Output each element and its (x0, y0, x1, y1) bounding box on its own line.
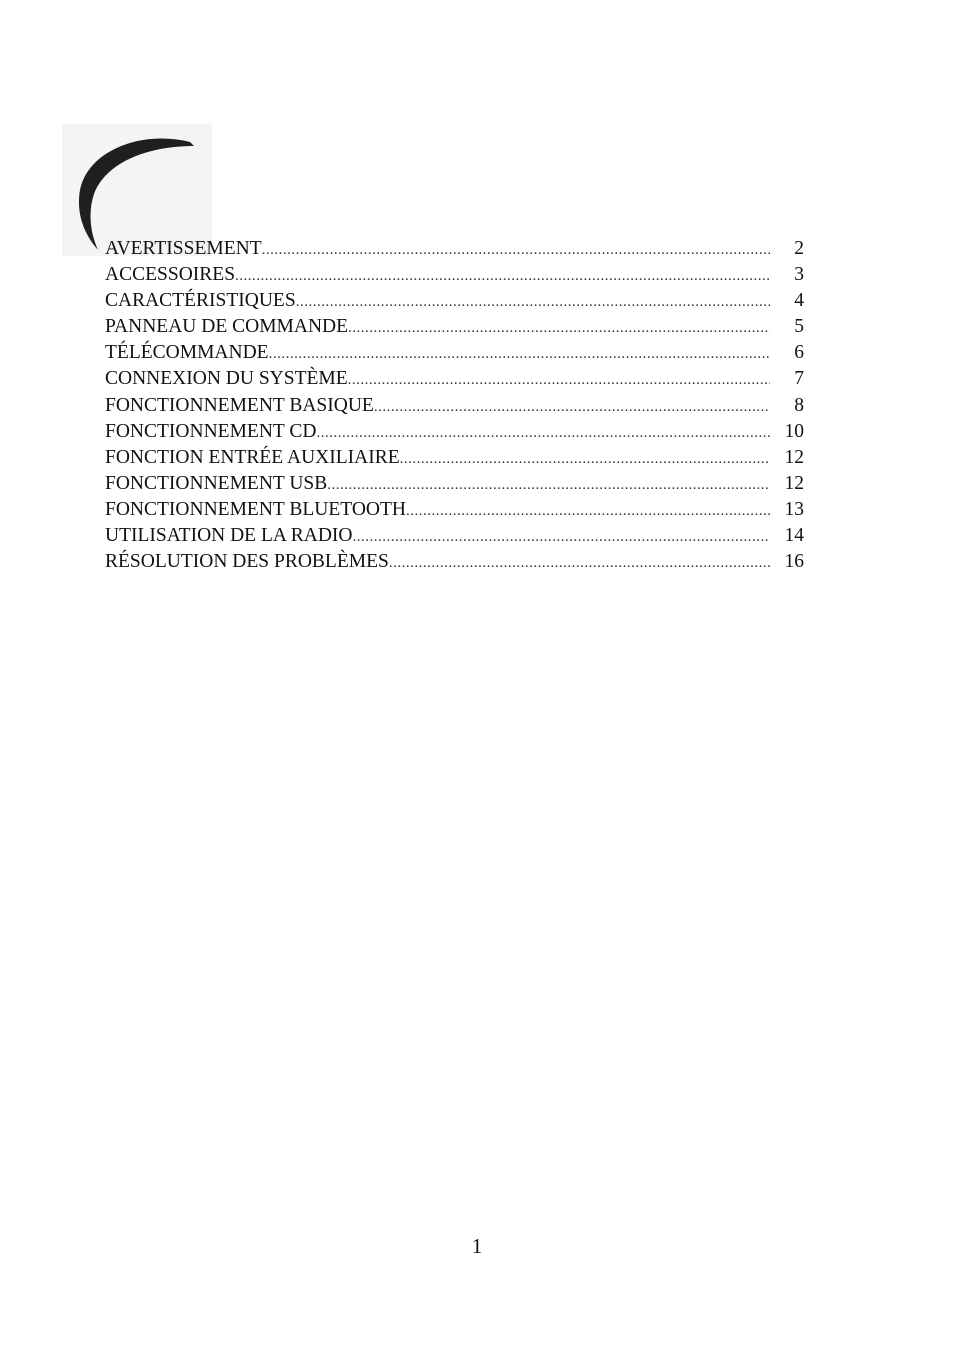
toc-dot-leader (400, 446, 770, 471)
toc-entry[interactable] (105, 523, 810, 549)
toc-dot-leader (353, 524, 770, 549)
toc-entry[interactable] (105, 340, 810, 366)
toc-entry[interactable] (105, 419, 810, 445)
toc-entry-page: 16 (784, 551, 804, 573)
toc-dot-leader (262, 237, 770, 262)
toc-dot-leader (235, 263, 770, 288)
toc-entry-page: 13 (784, 498, 804, 520)
toc-entry-title: CARACTÉRISTIQUES (105, 290, 296, 312)
toc-dot-leader (374, 394, 770, 419)
toc-entry-title: FONCTIONNEMENT BASIQUE (105, 394, 374, 416)
toc-entry[interactable] (105, 471, 810, 497)
toc-entry-page: 3 (794, 264, 804, 286)
toc-entry-page: 4 (794, 290, 804, 312)
toc-entry[interactable] (105, 236, 810, 262)
toc-entry[interactable] (105, 445, 810, 471)
toc-entry-title: CONNEXION DU SYSTÈME (105, 368, 348, 390)
toc-dot-leader (296, 289, 770, 314)
toc-entry-title: TÉLÉCOMMANDE (105, 342, 269, 364)
toc-entry[interactable] (105, 366, 810, 392)
toc-dot-leader (327, 472, 770, 497)
toc-entry-title: FONCTIONNEMENT CD (105, 420, 317, 442)
toc-entry-page: 2 (794, 238, 804, 259)
toc-entry-page: 7 (794, 368, 804, 390)
toc-dot-leader (316, 420, 770, 445)
toc-entry-title: FONCTIONNEMENT BLUETOOTH (105, 498, 406, 520)
toc-entry-page: 6 (794, 342, 804, 364)
toc-entry-title: PANNEAU DE COMMANDE (105, 316, 349, 338)
toc-entry-page: 12 (784, 446, 804, 468)
toc-entry-page: 10 (784, 420, 804, 442)
toc-entry-page: 14 (784, 525, 804, 547)
toc-dot-leader (269, 341, 770, 366)
toc-entry-page: 5 (794, 316, 804, 338)
toc-entry[interactable] (105, 497, 810, 523)
toc-entry-title: FONCTION ENTRÉE AUXILIAIRE (105, 446, 400, 468)
toc-entry-title: ACCESSOIRES (105, 264, 236, 286)
toc-entry[interactable] (105, 262, 810, 288)
toc-entry[interactable] (105, 393, 810, 419)
toc-dot-leader (406, 498, 770, 523)
toc-entry[interactable] (105, 288, 810, 314)
toc-entry-page: 12 (784, 472, 804, 494)
toc-entry-title: UTILISATION DE LA RADIO (105, 525, 353, 547)
toc-entry-title: AVERTISSEMENT (105, 238, 262, 259)
page-number: 1 (471, 1234, 483, 1258)
toc-dot-leader (348, 367, 770, 392)
toc-entry[interactable] (105, 314, 810, 340)
toc-entry-title: FONCTIONNEMENT USB (105, 472, 328, 494)
toc-entry-title: RÉSOLUTION DES PROBLÈMES (105, 551, 389, 573)
toc-dot-leader (348, 315, 770, 340)
toc-dot-leader (389, 550, 770, 575)
toc-entry-page: 8 (794, 394, 804, 416)
table-of-contents (105, 236, 810, 575)
toc-entry[interactable] (105, 549, 810, 575)
